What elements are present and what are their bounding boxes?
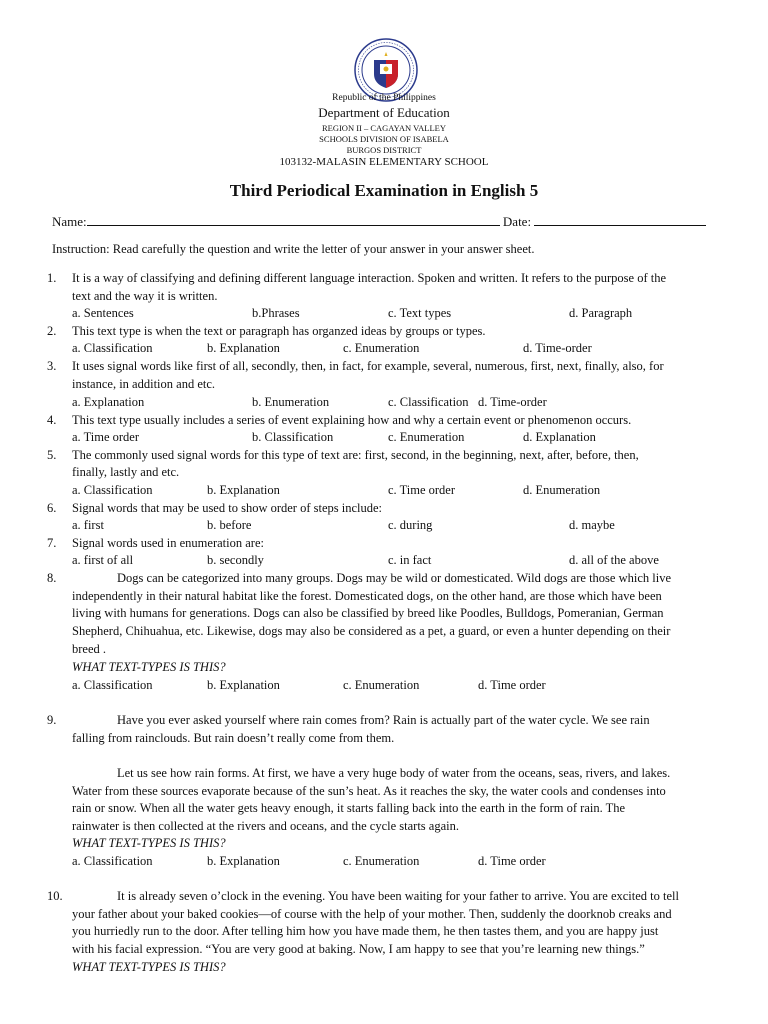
option-c: c. during [388,518,433,532]
option-b: b. before [207,518,252,532]
passage-text: Dogs can be categorized into many groups. Dogs may be wild or domesticated. Wild dogs are those which live [117,571,671,585]
option-c: c. Classification [388,395,469,409]
question-text: text and the way it is written. [72,289,218,303]
date-label: Date: [502,214,532,229]
option-c: c. in fact [388,553,432,567]
option-b: b. Explanation [207,341,280,355]
passage-text: It is already seven o’clock in the evening. You have been waiting for your father to arrive. You are excited to tell [117,889,679,903]
question-text: This text type usually includes a series of event explaining how and why a certain event or phenomenon occurs. [72,413,632,427]
question-text: It uses signal words like first of all, secondly, then, in fact, for example, several, numerous, first, next, finally, also, for [72,359,664,373]
header-republic: Republic of the Philippines [332,93,436,103]
header-district: BURGOS DISTRICT [346,145,422,155]
name-date-line [52,214,706,228]
option-a: a. Classification [72,483,153,497]
option-a: a. first of all [72,553,134,567]
question-prompt: WHAT TEXT-TYPES IS THIS? [72,660,226,674]
question-text: Signal words used in enumeration are: [72,536,264,550]
exam-title: Third Periodical Examination in English 5 [229,181,539,200]
question-number: 9. [47,713,57,727]
passage-text: rain or snow. When all the water gets heavy enough, it starts falling back into the earth in the form of rain. The [72,801,626,815]
option-b: b.Phrases [252,306,300,320]
date-field[interactable] [534,214,706,226]
passage-text: Water from these sources evaporate because of the sun’s heat. As it reaches the sky, the water cools and condenses into [72,784,666,798]
option-b: b. secondly [207,553,264,567]
option-c: c. Enumeration [343,678,420,692]
passage-text: you hurriedly run to the door. After telling him how you have made them, he then tastes them, and you are happy just [72,924,659,938]
option-c: c. Enumeration [343,341,420,355]
passage-text: Shepherd, Chihuahua, etc. Likewise, dogs may also be considered as a pet, a guard, or even a hunter depending on their [72,624,671,638]
instruction: Instruction: Read carefully the question and write the letter of your answer in your answer sheet. [52,242,535,256]
question-text: finally, lastly and etc. [72,465,180,479]
passage-text: breed . [72,642,107,656]
question-number: 3. [47,359,57,373]
option-d: d. Time-order [523,341,592,355]
header-department: Department of Education [318,105,450,120]
question-number: 4. [47,413,57,427]
option-c: c. Enumeration [388,430,465,444]
question-number: 8. [47,571,57,585]
option-a: a. first [72,518,104,532]
option-d: d. Time order [478,678,546,692]
question-text: This text type is when the text or paragraph has organzed ideas by groups or types. [72,324,486,338]
question-number: 1. [47,271,57,285]
name-field[interactable] [87,214,500,226]
passage-text: with his facial expression. “You are very good at baking. Now, I am happy to see that you’re learning new things.” [72,942,645,956]
option-a: a. Time order [72,430,140,444]
option-d: d. Time-order [478,395,547,409]
passage-text: Have you ever asked yourself where rain comes from? Rain is actually part of the water cycle. We see rain [117,713,650,727]
header-school: 103132-MALASIN ELEMENTARY SCHOOL [279,156,489,168]
question-number: 6. [47,501,57,515]
question-prompt: WHAT TEXT-TYPES IS THIS? [72,836,226,850]
option-b: b. Explanation [207,854,280,868]
question-number: 2. [47,324,57,338]
option-c: c. Time order [388,483,456,497]
option-b: b. Enumeration [252,395,330,409]
option-d: d. Paragraph [569,306,633,320]
passage-text: living with humans for generations. Dogs can also be classified by breed like Poodles, Bulldogs, Pomeranian, German [72,606,664,620]
option-a: a. Sentences [72,306,134,320]
option-d: d. Explanation [523,430,596,444]
header-region: REGION II – CAGAYAN VALLEY [321,123,447,133]
question-text: The commonly used signal words for this type of text are: first, second, in the beginning, next, after, before, then, [72,448,639,462]
question-prompt: WHAT TEXT-TYPES IS THIS? [72,960,226,974]
option-a: a. Classification [72,678,153,692]
question-text: It is a way of classifying and defining different language interaction. Spoken and written. It refers to the purpose of the [72,271,667,285]
option-b: b. Explanation [207,678,280,692]
option-a: a. Explanation [72,395,145,409]
passage-text: Let us see how rain forms. At first, we have a very huge body of water from the oceans, seas, rivers, and lakes. [117,766,671,780]
question-number: 10. [47,889,63,903]
option-d: d. all of the above [569,553,659,567]
header-division: SCHOOLS DIVISION OF ISABELA [319,134,449,144]
option-a: a. Classification [72,854,153,868]
option-c: c. Enumeration [343,854,420,868]
option-b: b. Classification [252,430,334,444]
option-d: d. Time order [478,854,546,868]
option-c: c. Text types [388,306,452,320]
name-label: Name: [52,214,87,229]
passage-text: rainwater is then collected at the rivers and oceans, and the cycle starts again. [72,819,459,833]
option-d: d. maybe [569,518,615,532]
question-text: Signal words that may be used to show order of steps include: [72,501,383,515]
passage-text: independently in their natural habitat like the forest. Domesticated dogs, on the other hand, are those which have been [72,589,662,603]
option-a: a. Classification [72,341,153,355]
option-b: b. Explanation [207,483,280,497]
option-d: d. Enumeration [523,483,601,497]
question-number: 7. [47,536,57,550]
passage-text: falling from rainclouds. But rain doesn’t really come from them. [72,731,395,745]
question-number: 5. [47,448,57,462]
passage-text: your father about your baked cookies—of course with the help of your mother. Then, suddenly the doorknob creaks and [72,907,672,921]
question-text: instance, in addition and etc. [72,377,216,391]
